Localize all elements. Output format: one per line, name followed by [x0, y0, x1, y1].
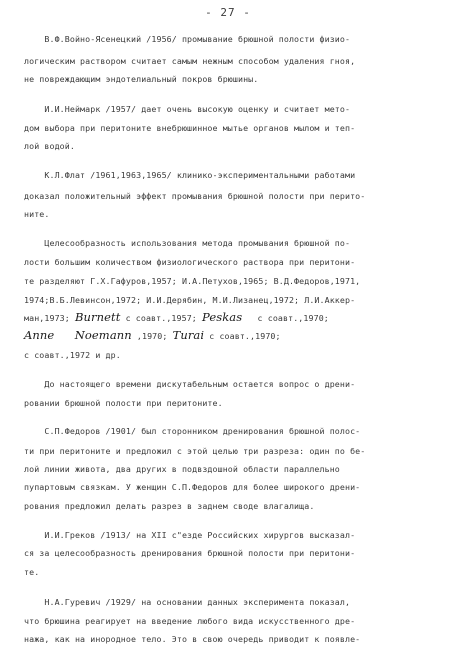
- handwritten-name: Turai: [172, 328, 205, 342]
- text-line: К.Л.Флат /1961,1963,1965/ клинико-экспериментальными работами: [24, 170, 356, 180]
- page-number: - 27 -: [205, 6, 251, 19]
- typed-text: с соавт.,1970;: [204, 331, 281, 341]
- text-line: те разделяют Г.Х.Гафуров,1957; И.А.Петухов,1965; В.Д.Федоров,1971,: [24, 276, 361, 286]
- text-line: лой линии живота, два других в подвздошной области параллельно: [24, 464, 340, 474]
- text-line: лой водой.: [24, 141, 75, 151]
- handwritten-name: Peskas: [202, 310, 243, 324]
- typed-text: ман,1973;: [24, 313, 75, 323]
- text-line: ти при перитоните и предложил с этой целью три разреза: один по бе-: [24, 446, 366, 456]
- text-line: доказал положительный эффект промывания брюшной полости при перито-: [24, 191, 366, 201]
- text-line: С.П.Федоров /1901/ был сторонником дренирования брюшной полос-: [24, 426, 361, 436]
- text-line: не повреждающим эндотелиальный покров брюшины.: [24, 74, 259, 84]
- typed-text: с соавт.,1970;: [242, 313, 329, 323]
- text-line: нажа, как на инородное тело. Это в свою очередь приводит к появле-: [24, 634, 361, 644]
- typed-text: ,1970;: [131, 331, 173, 341]
- text-line: логическим раствором считает самым нежным способом удаления гноя,: [24, 56, 356, 66]
- text-line: Н.А.Гуревич /1929/ на основании данных эксперимента показал,: [24, 597, 351, 607]
- text-line: И.И.Неймарк /1957/ дает очень высокую оценку и считает мето-: [24, 104, 351, 114]
- text-line: пупартовым связкам. У женщин С.П.Федоров для более широкого дрени-: [24, 482, 361, 492]
- typed-text: [54, 331, 74, 341]
- text-line: те.: [24, 567, 40, 577]
- handwritten-name: Anne: [24, 328, 55, 342]
- text-line: До настоящего времени дискутабельным остается вопрос о дрени-: [24, 379, 356, 389]
- text-line: рования предложил делать разрез в заднем своде влагалища.: [24, 501, 315, 511]
- text-line: что брюшина реагирует на введение любого вида искусственного дре-: [24, 616, 356, 626]
- text-line: И.И.Греков /1913/ на XII с"езде Российских хирургов высказал-: [24, 530, 356, 540]
- text-line: 1974;В.Б.Левинсон,1972; И.И.Дерябин, М.И.Лизанец,1972; Л.И.Аккер-: [24, 295, 356, 305]
- text-line: ните.: [24, 209, 50, 219]
- text-line: ся за целесообразность дренирования брюшной полости при перитони-: [24, 548, 356, 558]
- text-line-with-handwriting: [24, 312, 329, 324]
- text-line: дом выбора при перитоните внебрюшинное мытье органов мылом и теп-: [24, 123, 356, 133]
- text-line: ровании брюшной полости при перитоните.: [24, 398, 223, 408]
- text-line: В.Ф.Войно-Ясенецкий /1956/ промывание брюшной полости физио-: [24, 34, 351, 44]
- text-line: Целесообразность использования метода промывания брюшной по-: [24, 238, 351, 248]
- handwritten-name: Noemann: [74, 328, 132, 342]
- text-line: лости большим количеством физиологического раствора при перитони-: [24, 257, 356, 267]
- typed-text: с соавт.,1957;: [120, 313, 202, 323]
- text-line: с соавт.,1972 и др.: [24, 350, 121, 360]
- text-line-with-handwriting: [24, 330, 281, 342]
- handwritten-name: Burnett: [74, 310, 121, 324]
